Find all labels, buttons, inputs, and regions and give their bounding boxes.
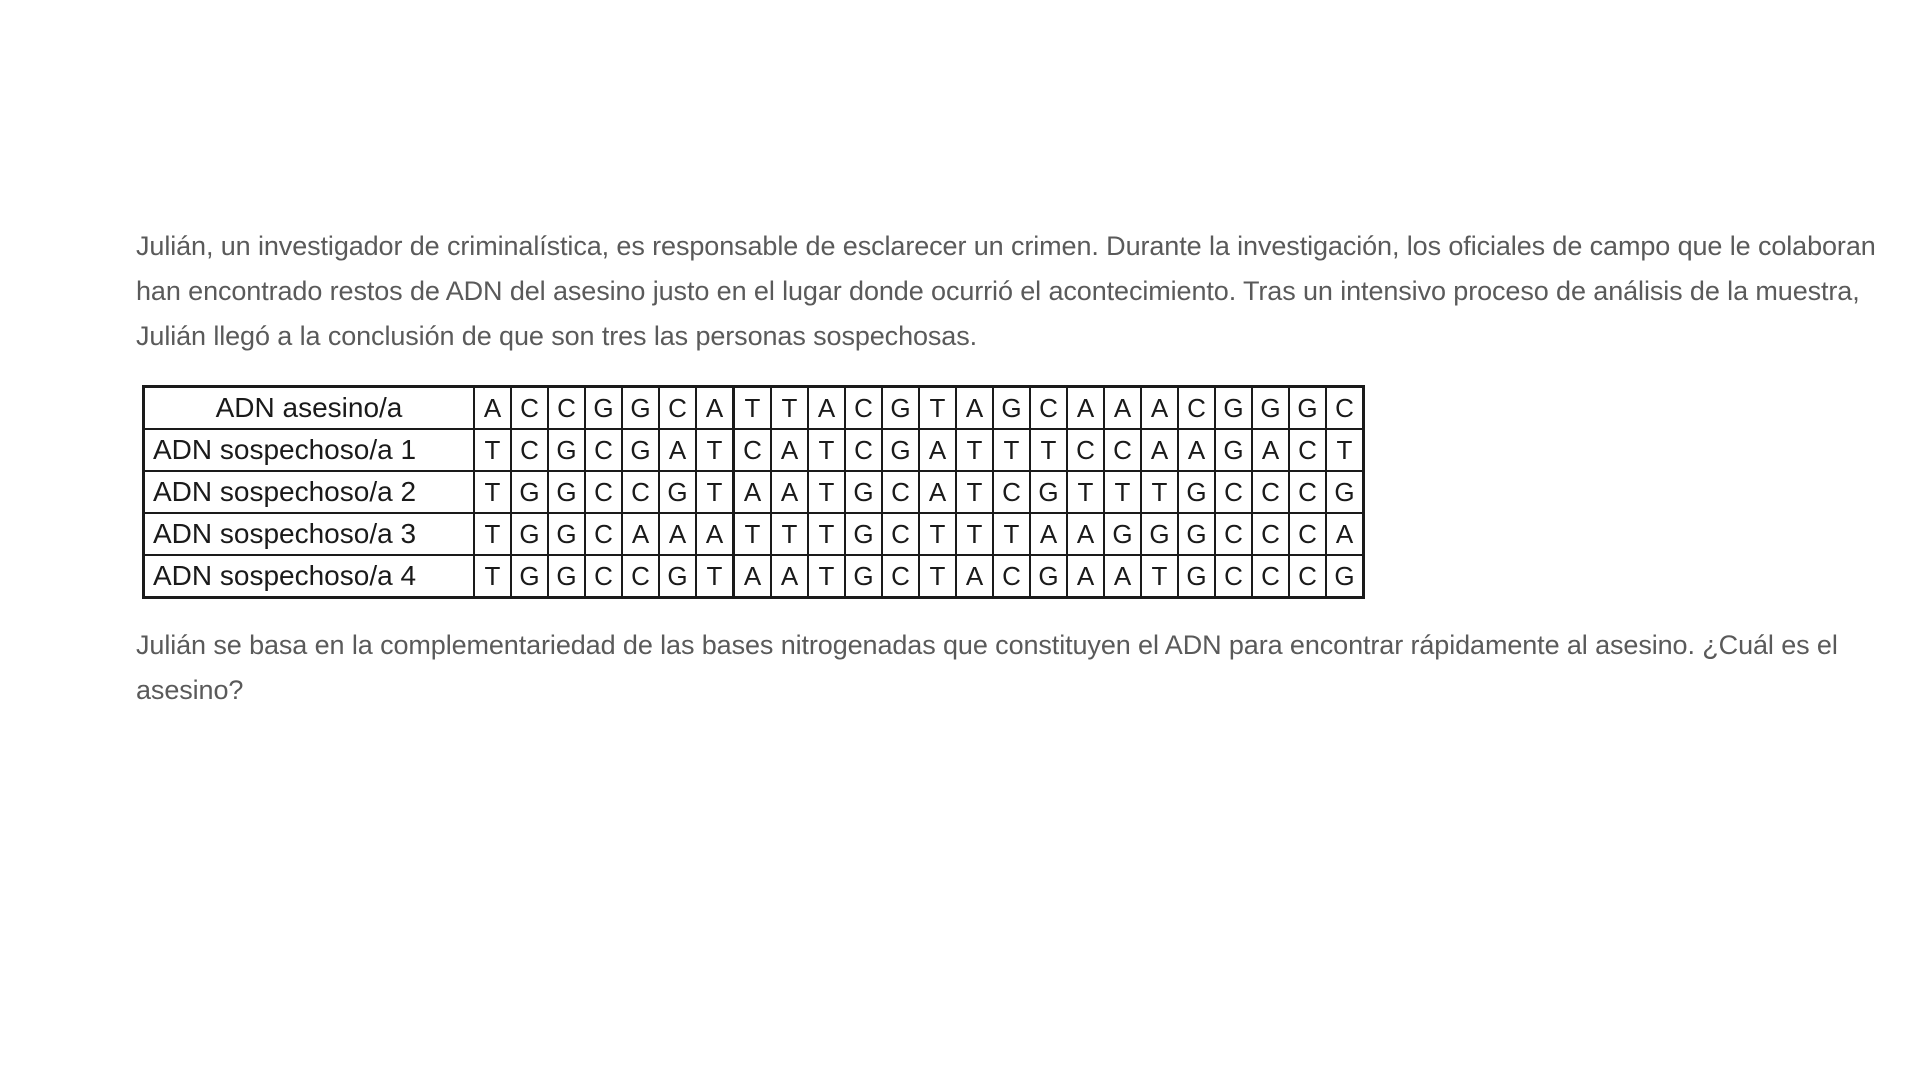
dna-base-cell: T [1141, 471, 1178, 513]
dna-base-cell: C [845, 429, 882, 471]
dna-base-cell: A [1067, 555, 1104, 598]
dna-base-cell: G [548, 555, 585, 598]
dna-base-cell: C [1030, 387, 1067, 430]
dna-base-cell: C [1178, 387, 1215, 430]
dna-base-cell: C [548, 387, 585, 430]
dna-base-cell: G [1289, 387, 1326, 430]
dna-row-label: ADN asesino/a [144, 387, 475, 430]
dna-base-cell: G [882, 387, 919, 430]
dna-base-cell: A [1030, 513, 1067, 555]
dna-base-cell: A [1326, 513, 1364, 555]
dna-base-cell: C [585, 513, 622, 555]
dna-base-cell: A [659, 513, 696, 555]
dna-base-cell: G [1326, 555, 1364, 598]
dna-base-cell: C [1289, 471, 1326, 513]
dna-base-cell: C [1289, 429, 1326, 471]
dna-base-cell: G [993, 387, 1030, 430]
dna-row-label: ADN sospechoso/a 1 [144, 429, 475, 471]
dna-base-cell: T [771, 513, 808, 555]
dna-base-cell: G [511, 555, 548, 598]
intro-paragraph: Julián, un investigador de criminalística, es responsable de esclarecer un crimen. Durante la investigación, los oficiales de campo que le colaboran han encontrado restos de ADN del asesino justo en el lugar donde ocurrió el acontecimiento. Tras un intensivo proceso de análisis de la muestra, Julián llegó a la conclusión de que son tres las personas sospechosas. [136, 231, 1876, 351]
dna-base-cell: C [1215, 471, 1252, 513]
dna-base-cell: C [993, 471, 1030, 513]
dna-base-cell: A [1067, 513, 1104, 555]
dna-base-cell: G [1141, 513, 1178, 555]
dna-base-cell: G [1326, 471, 1364, 513]
dna-base-cell: G [548, 513, 585, 555]
dna-base-cell: C [1215, 555, 1252, 598]
dna-base-cell: A [1141, 429, 1178, 471]
dna-base-cell: A [696, 513, 734, 555]
dna-base-cell: G [845, 513, 882, 555]
dna-base-cell: T [1030, 429, 1067, 471]
dna-base-cell: C [1289, 555, 1326, 598]
dna-base-cell: A [1104, 387, 1141, 430]
dna-base-cell: A [659, 429, 696, 471]
dna-row [144, 387, 1364, 430]
dna-base-cell: T [808, 471, 845, 513]
dna-base-cell: G [659, 471, 696, 513]
dna-base-cell: A [734, 555, 772, 598]
dna-base-cell: C [1289, 513, 1326, 555]
dna-base-cell: G [845, 555, 882, 598]
document-content [136, 224, 1876, 713]
dna-base-cell: T [993, 513, 1030, 555]
dna-base-cell: A [734, 471, 772, 513]
dna-base-cell: G [1178, 513, 1215, 555]
dna-base-cell: T [808, 429, 845, 471]
dna-base-cell: A [771, 429, 808, 471]
dna-base-cell: G [585, 387, 622, 430]
dna-base-cell: A [808, 387, 845, 430]
dna-base-cell: G [1215, 387, 1252, 430]
dna-base-cell: T [993, 429, 1030, 471]
dna-base-cell: G [1215, 429, 1252, 471]
dna-base-cell: C [993, 555, 1030, 598]
dna-row-label: ADN sospechoso/a 3 [144, 513, 475, 555]
dna-base-cell: C [1215, 513, 1252, 555]
dna-base-cell: T [919, 387, 956, 430]
dna-base-cell: G [1178, 555, 1215, 598]
dna-base-cell: T [771, 387, 808, 430]
dna-base-cell: T [696, 429, 734, 471]
dna-base-cell: T [474, 555, 511, 598]
dna-base-cell: T [734, 513, 772, 555]
dna-base-cell: G [1178, 471, 1215, 513]
dna-base-cell: T [474, 471, 511, 513]
dna-base-cell: C [1252, 513, 1289, 555]
dna-base-cell: A [1141, 387, 1178, 430]
dna-base-cell: A [622, 513, 659, 555]
dna-base-cell: A [696, 387, 734, 430]
question-paragraph: Julián se basa en la complementariedad de las bases nitrogenadas que constituyen el ADN para encontrar rápidamente al asesino. ¿Cuál es el asesino? [136, 630, 1838, 705]
dna-base-cell: G [659, 555, 696, 598]
dna-base-cell: T [1141, 555, 1178, 598]
dna-row [144, 513, 1364, 555]
dna-base-cell: T [919, 555, 956, 598]
dna-table-body [144, 387, 1364, 598]
dna-base-cell: T [919, 513, 956, 555]
dna-base-cell: C [734, 429, 772, 471]
dna-base-cell: G [1252, 387, 1289, 430]
dna-base-cell: G [511, 471, 548, 513]
dna-base-cell: T [1326, 429, 1364, 471]
dna-base-cell: A [919, 471, 956, 513]
dna-base-cell: A [1104, 555, 1141, 598]
dna-base-cell: C [1252, 555, 1289, 598]
dna-base-cell: C [585, 429, 622, 471]
dna-row-label: ADN sospechoso/a 2 [144, 471, 475, 513]
dna-base-cell: C [845, 387, 882, 430]
dna-base-cell: T [808, 513, 845, 555]
dna-base-cell: C [1067, 429, 1104, 471]
dna-base-cell: C [511, 387, 548, 430]
dna-base-cell: C [585, 555, 622, 598]
dna-base-cell: A [771, 555, 808, 598]
dna-row-label: ADN sospechoso/a 4 [144, 555, 475, 598]
dna-base-cell: C [1326, 387, 1364, 430]
dna-base-cell: C [511, 429, 548, 471]
dna-base-cell: G [548, 471, 585, 513]
dna-base-cell: A [474, 387, 511, 430]
dna-base-cell: A [956, 387, 993, 430]
dna-base-cell: G [622, 429, 659, 471]
dna-base-cell: A [1067, 387, 1104, 430]
dna-base-cell: T [696, 555, 734, 598]
dna-base-cell: G [622, 387, 659, 430]
dna-base-cell: G [548, 429, 585, 471]
dna-base-cell: C [882, 555, 919, 598]
dna-base-cell: C [1252, 471, 1289, 513]
dna-base-cell: A [1252, 429, 1289, 471]
dna-base-cell: C [585, 471, 622, 513]
dna-base-cell: T [734, 387, 772, 430]
dna-table [142, 385, 1365, 599]
dna-base-cell: A [956, 555, 993, 598]
dna-base-cell: T [474, 429, 511, 471]
dna-base-cell: G [1104, 513, 1141, 555]
dna-base-cell: T [808, 555, 845, 598]
dna-base-cell: G [1030, 471, 1067, 513]
dna-base-cell: A [919, 429, 956, 471]
dna-base-cell: G [882, 429, 919, 471]
dna-base-cell: G [845, 471, 882, 513]
dna-base-cell: T [696, 471, 734, 513]
dna-base-cell: T [956, 429, 993, 471]
dna-base-cell: C [622, 471, 659, 513]
dna-base-cell: T [1104, 471, 1141, 513]
dna-row [144, 429, 1364, 471]
dna-base-cell: C [622, 555, 659, 598]
dna-base-cell: T [956, 471, 993, 513]
dna-base-cell: G [511, 513, 548, 555]
dna-row [144, 555, 1364, 598]
dna-base-cell: A [1178, 429, 1215, 471]
dna-row [144, 471, 1364, 513]
dna-base-cell: A [771, 471, 808, 513]
dna-base-cell: C [882, 513, 919, 555]
dna-base-cell: T [474, 513, 511, 555]
dna-base-cell: C [1104, 429, 1141, 471]
dna-base-cell: C [882, 471, 919, 513]
dna-base-cell: T [956, 513, 993, 555]
dna-base-cell: G [1030, 555, 1067, 598]
dna-base-cell: T [1067, 471, 1104, 513]
dna-base-cell: C [659, 387, 696, 430]
